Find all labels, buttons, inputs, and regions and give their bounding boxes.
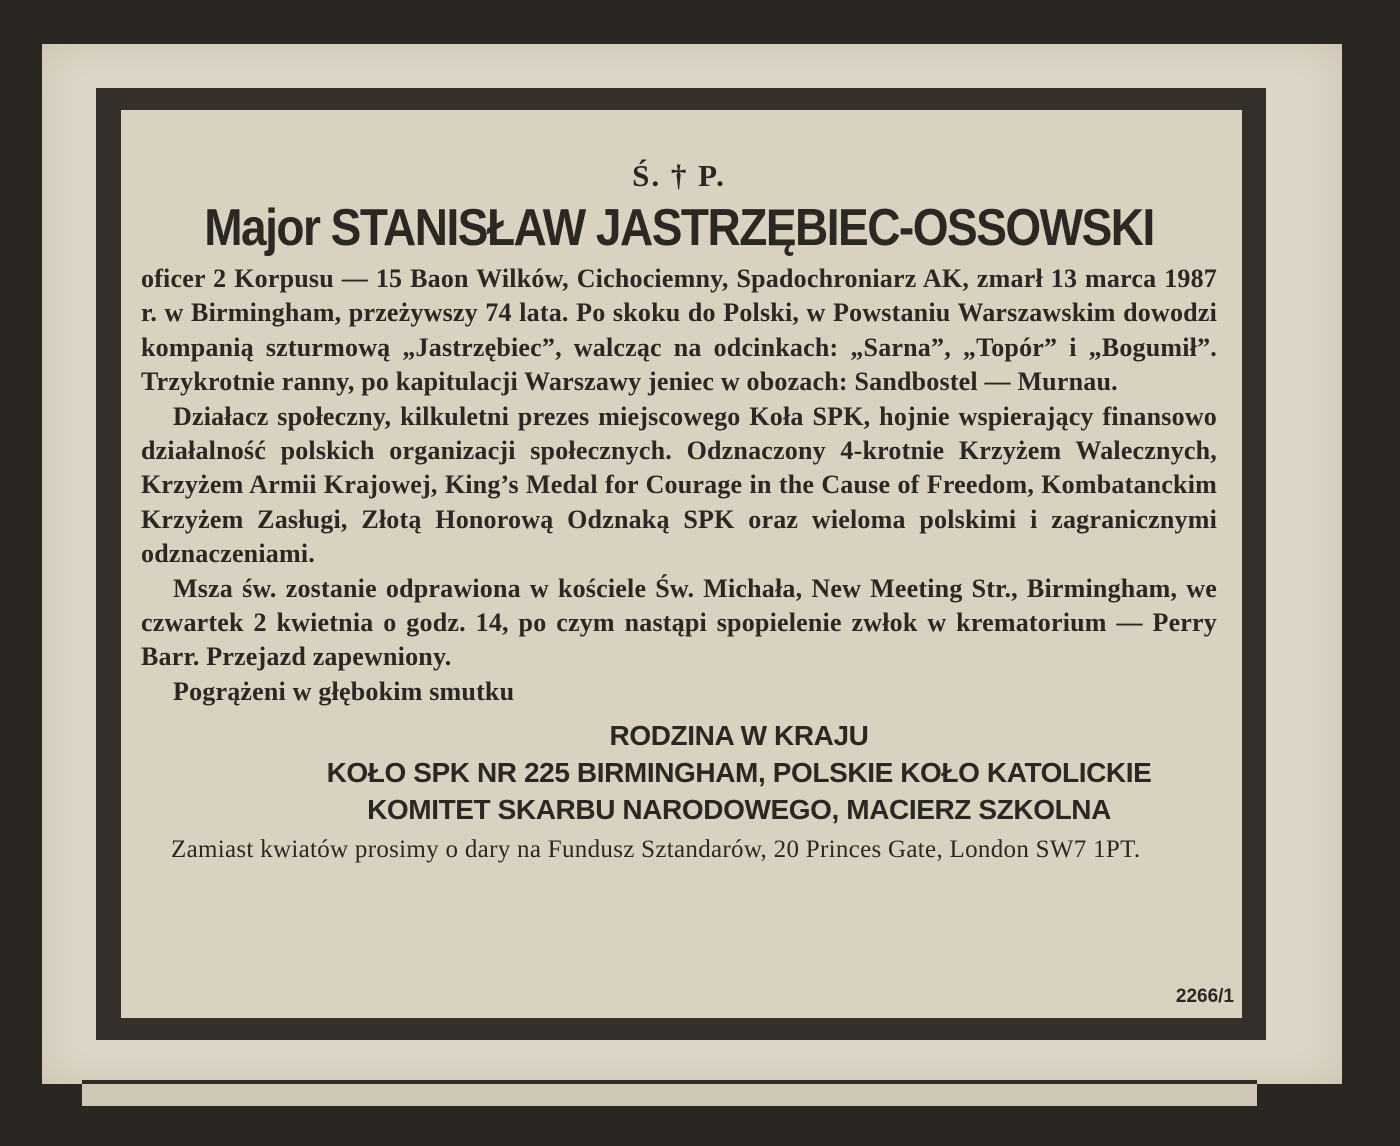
mourners-line: Pogrążeni w głębokim smutku: [173, 676, 515, 706]
signers-block: [141, 717, 1217, 828]
obituary-header: Ś. † P.: [632, 158, 726, 193]
biography-paragraph: oficer 2 Korpusu — 15 Baon Wilków, Cichociemny, Spadochroniarz AK, zmarł 13 marca 1987 r. w Birmingham, przeżywszy 74 lata. Po skoku do Polski, w Powstaniu Warszawskim dowodzi kompanią szturmową „Jastrzębiec”, walcząc na odcinkach: „Sarna”, „Topór” i „Bogumił”. Trzykrotnie ranny, po kapitulacji Warszawy jeniec w obozach: Sandbostel — Murnau.: [141, 264, 1217, 397]
reference-number: 2266/1: [1175, 986, 1234, 1007]
activity-paragraph: Działacz społeczny, kilkuletni prezes miejscowego Koła SPK, hojnie wspierający finansowo działalność polskich organizacji społecznych. Odznaczony 4-krotnie Krzyżem Walecznych, Krzyżem Armii Krajowej, King’s Medal for Courage in the Cause of Freedom, Kombatanckim Krzyżem Zasługi, Złotą Honorową Odznaką SPK oraz wieloma polskimi i zagranicznymi odznaczeniami.: [141, 401, 1217, 569]
deceased-name: Major STANISŁAW JASTRZĘBIEC-OSSOWSKI: [204, 197, 1154, 257]
clipping-bottom-strip: [82, 1080, 1257, 1106]
obituary-frame: [96, 88, 1266, 1040]
signer-line: KOMITET SKARBU NARODOWEGO, MACIERZ SZKOLNA: [367, 794, 1111, 826]
signer-line: KOŁO SPK NR 225 BIRMINGHAM, POLSKIE KOŁO KATOLICKIE: [326, 757, 1152, 789]
funeral-paragraph: Msza św. zostanie odprawiona w kościele Św. Michała, New Meeting Str., Birmingham, we czwartek 2 kwietnia o godz. 14, po czym nastąpi spopielenie zwłok w krematorium — Perry Barr. Przejazd zapewniony.: [141, 573, 1217, 672]
obituary-content: [141, 138, 1217, 865]
donation-note: Zamiast kwiatów prosimy o dary na Fundusz Sztandarów, 20 Princes Gate, London SW7 1PT.: [171, 836, 1141, 864]
signer-line: RODZINA W KRAJU: [609, 720, 869, 752]
